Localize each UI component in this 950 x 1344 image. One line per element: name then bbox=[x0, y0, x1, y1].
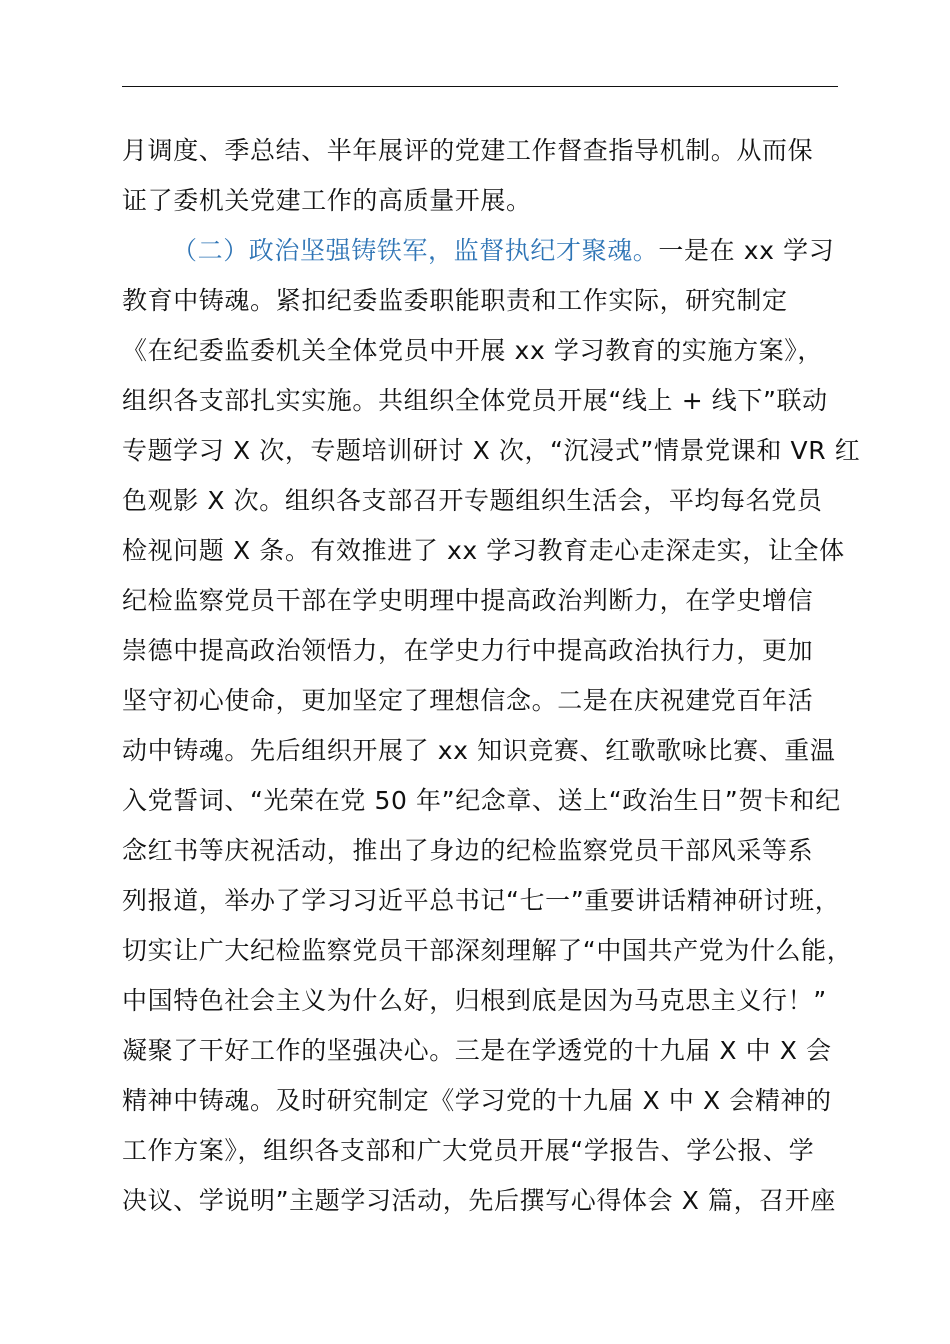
section-heading: （二）政治坚强铸铁军，监督执纪才聚魂。 bbox=[172, 236, 659, 265]
paragraph-line: 教育中铸魂。紧扣纪委监委职能职责和工作实际，研究制定 bbox=[122, 286, 788, 315]
paragraph-line: 凝聚了干好工作的坚强决心。三是在学透党的十九届 X 中 X 会 bbox=[122, 1036, 832, 1065]
paragraph-line: 月调度、季总结、半年展评的党建工作督查指导机制。从而保 bbox=[122, 136, 814, 165]
paragraph-line: 念红书等庆祝活动，推出了身边的纪检监察党员干部风采等系 bbox=[122, 836, 814, 865]
section-heading-tail: 一是在 xx 学习 bbox=[658, 236, 835, 265]
paragraph-line: 检视问题 X 条。有效推进了 xx 学习教育走心走深走实，让全体 bbox=[122, 536, 845, 565]
paragraph-line: 证了委机关党建工作的高质量开展。 bbox=[122, 186, 532, 215]
paragraph-line: 精神中铸魂。及时研究制定《学习党的十九届 X 中 X 会精神的 bbox=[122, 1086, 832, 1115]
paragraph-line: 《在纪委监委机关全体党员中开展 xx 学习教育的实施方案》， bbox=[122, 336, 823, 365]
paragraph-line: 决议、学说明”主题学习活动，先后撰写心得体会 X 篇，召开座 bbox=[122, 1186, 836, 1215]
paragraph-line: 纪检监察党员干部在学史明理中提高政治判断力，在学史增信 bbox=[122, 586, 814, 615]
paragraph-line: 切实让广大纪检监察党员干部深刻理解了“中国共产党为什么能， bbox=[122, 936, 853, 965]
header-rule bbox=[122, 86, 838, 87]
paragraph-line: 列报道，举办了学习习近平总书记“七一”重要讲话精神研讨班， bbox=[122, 886, 841, 915]
section-heading-line bbox=[122, 226, 862, 276]
paragraph-line: 入党誓词、“光荣在党 50 年”纪念章、送上“政治生日”贺卡和纪 bbox=[122, 786, 841, 815]
paragraph-line: 组织各支部扎实实施。共组织全体党员开展“线上 + 线下”联动 bbox=[122, 386, 828, 415]
paragraph-line: 中国特色社会主义为什么好，归根到底是因为马克思主义行！” bbox=[122, 986, 827, 1015]
body-text bbox=[122, 126, 862, 1226]
paragraph-line: 崇德中提高政治领悟力，在学史力行中提高政治执行力，更加 bbox=[122, 636, 814, 665]
paragraph-line: 专题学习 X 次，专题培训研讨 X 次，“沉浸式”情景党课和 VR 红 bbox=[122, 436, 861, 465]
paragraph-line: 坚守初心使命，更加坚定了理想信念。二是在庆祝建党百年活 bbox=[122, 686, 814, 715]
paragraph-line: 动中铸魂。先后组织开展了 xx 知识竞赛、红歌歌咏比赛、重温 bbox=[122, 736, 836, 765]
paragraph-line: 色观影 X 次。组织各支部召开专题组织生活会，平均每名党员 bbox=[122, 486, 823, 515]
paragraph-line: 工作方案》，组织各支部和广大党员开展“学报告、学公报、学 bbox=[122, 1136, 815, 1165]
